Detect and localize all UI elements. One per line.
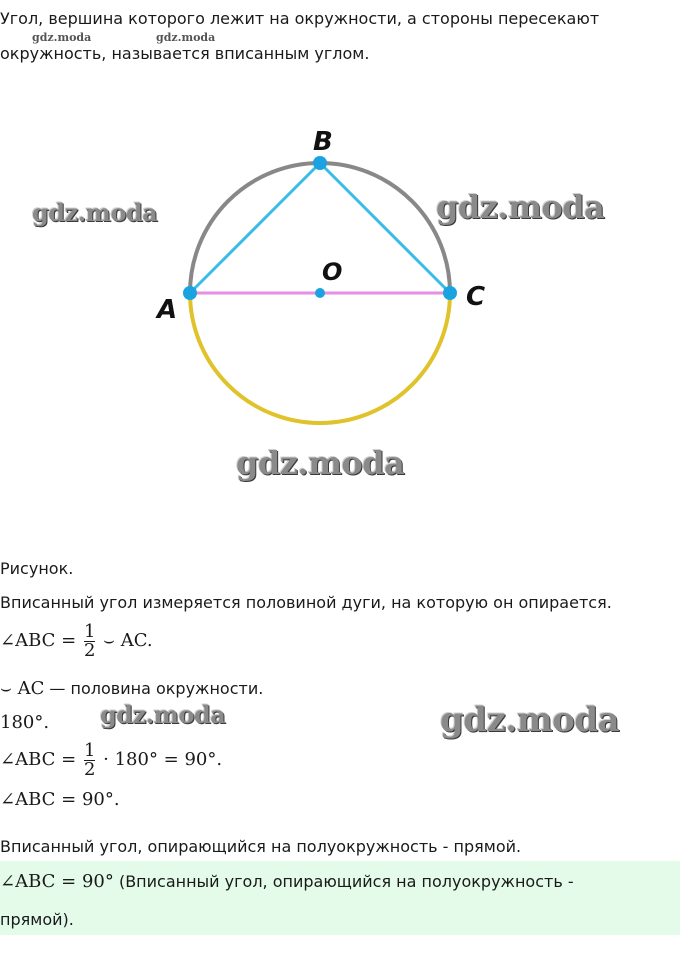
watermark-2: gdz.moda [436,188,605,226]
watermark-3: gdz.moda [236,444,405,482]
fraction-half-2 [83,739,96,780]
math-line-1-left: ∠ABC = [0,630,77,651]
math-line-1 [0,618,153,664]
math-line-1-right: ⌣ AC. [103,630,153,651]
fraction-half-1 [83,620,96,661]
conclusion-text: Вписанный угол, опирающийся на полуокружность - прямой. [0,837,522,856]
answer-math: ∠ABC = 90° [0,871,114,892]
point-c [443,286,457,300]
inscribed-angle-figure [0,100,680,600]
point-o [315,288,325,298]
fraction-numerator: 1 [83,620,96,642]
lower-arc [190,293,450,423]
math-line-4-left: ∠ABC = [0,749,77,770]
answer-text-1: (Вписанный угол, опирающийся на полуокружность - [113,872,574,891]
upper-arc [190,163,450,293]
fraction-numerator: 1 [83,739,96,761]
label-a: A [157,295,178,325]
watermark-4: gdz.moda [100,700,226,729]
watermark-1: gdz.moda [32,198,158,227]
fraction-denominator: 2 [83,639,96,661]
intro-line-2: окружность, называется вписанным углом. [0,44,370,63]
rule-text: Вписанный угол измеряется половиной дуги, на которую он опирается. [0,593,612,612]
watermark-small-1: gdz.moda [32,31,92,44]
math-line-4-right: · 180° = 90°. [103,749,223,770]
point-a [183,286,197,300]
fraction-denominator: 2 [83,758,96,780]
half-circle-note: — половина окружности. [44,679,264,698]
label-b: B [313,127,333,157]
label-o: O [322,258,343,286]
point-b [313,156,327,170]
watermark-small-2: gdz.moda [156,31,216,44]
math-line-4 [0,737,222,783]
label-c: C [466,282,486,312]
math-line-3: 180°. [0,712,50,733]
math-line-2 [0,678,263,700]
arc-ac: ⌣ AC [0,678,45,699]
figure-caption: Рисунок. [0,559,74,578]
answer-line-1 [0,871,574,893]
intro-line-1: Угол, вершина которого лежит на окружности, а стороны пересекают [0,9,600,28]
answer-line-2: прямой). [0,910,74,929]
watermark-5: gdz.moda [440,700,620,740]
math-line-5: ∠ABC = 90°. [0,789,120,810]
